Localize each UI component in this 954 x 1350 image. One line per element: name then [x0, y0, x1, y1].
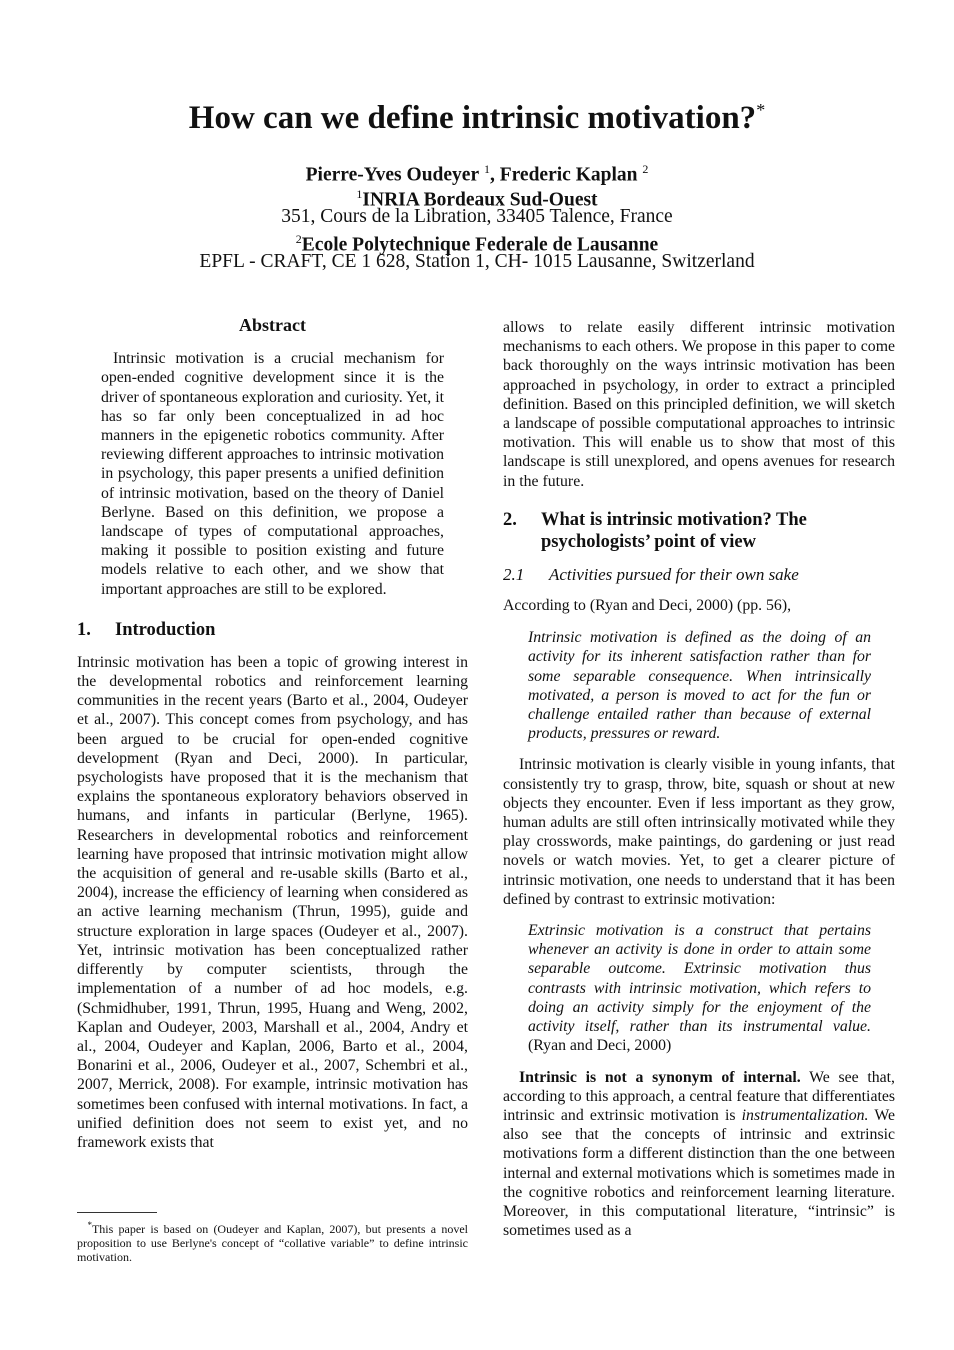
- footnote-mark: *: [87, 1220, 92, 1230]
- section-2-heading: [503, 509, 895, 553]
- section-1-title: Introduction: [115, 619, 216, 640]
- author-1: Pierre-Yves Oudeyer: [305, 164, 480, 186]
- author-sep: ,: [489, 164, 500, 186]
- author-1-sup: 1: [483, 162, 490, 176]
- footnote-rule: [77, 1212, 157, 1213]
- paragraph-emphasis: instrumentalization.: [741, 1106, 869, 1124]
- affil-1-name: INRIA Bordeaux Sud-Ouest: [362, 189, 598, 211]
- right-column: [503, 318, 895, 1240]
- abstract-heading: Abstract: [239, 315, 306, 335]
- section-2-title: What is intrinsic motivation? The psychologists’ point of view: [541, 509, 807, 552]
- left-column: [77, 316, 468, 1152]
- affiliation-2-address: EPFL - CRAFT, CE 1 628, Station 1, CH- 1015 Lausanne, Switzerland: [199, 251, 755, 272]
- author-2: Frederic Kaplan: [499, 164, 638, 186]
- intro-text: Intrinsic motivation has been a topic of growing interest in the developmental robotics and reinforcement learning communities in the recent years (Barto et al., 2004, Oudeyer et al., 2007). This concept comes from psychology, and has been argued to be crucial for open-ended cognitive development (Ryan and Deci, 2000). In particular, psychologists have proposed that it is the mechanism that explains the spontaneous exploratory behaviors observed in humans, and infants in particular (Berlyne, 1965). Researchers in developmental robotics and reinforcement learning have proposed that intrinsic motivation might allow the acquisition of general and re-usable skills (Barto et al., 2004), increase the efficiency of learning when considered as an active learning mechanism (Thrun, 1995), guide and structure exploration in large spaces (Oudeyer et al., 2007). Yet, intrinsic motivation has been conceptualized rather differently by computer scientists, through the implementation of a number of ad hoc models, e.g. (Schmidhuber, 1991, Thrun, 1995, Huang and Weng, 2002, Kaplan and Oudeyer, 2003, Marshall et al., 2004, Andry et al., 2004, Oudeyer and Kaplan, 2006, Barto et al., 2004, Bonarini et al., 2006, Oudeyer et al., 2007, Schembri et al., 2007, Merrick, 2008). For example, intrinsic motivation has sometimes been confused with internal motivations. In fact, a unified definition does not seem to exist yet, and no framework exists that: [77, 653, 468, 1151]
- affil-1-sup: 1: [356, 187, 363, 201]
- section-2-number: 2.: [503, 509, 517, 530]
- paragraph-text-a: We see that, according to this approach, a central feature that differentiates intrinsic and extrinsic motivation is: [503, 1068, 895, 1124]
- abstract-body: [101, 349, 444, 599]
- affil-2-name: Ecole Polytechnique Federale de Lausanne: [301, 234, 659, 256]
- title-footnote-mark: *: [756, 100, 766, 120]
- affil-2-sup: 2: [295, 232, 302, 246]
- abstract-text: Intrinsic motivation is a crucial mechanism for open-ended cognitive development since it is the driver of spontaneous exploration and curiosity. Yet, it has so far only been conceptualized in ad hoc manners in the epigenetic robotics community. After reviewing different approaches to intrinsic motivation in psychology, this paper presents a unified definition of intrinsic motivation, based on the theory of Daniel Berlyne. Based on this definition, we propose a landscape of types of computational approaches, making it possible to position existing and future models relative to each other, and we show that important approaches are still to be explored.: [101, 350, 444, 598]
- section-1-heading: [77, 619, 468, 641]
- subsection-2-1-title: Activities pursued for their own sake: [549, 564, 799, 584]
- intro-continuation: allows to relate easily different intrinsic motivation mechanisms to each others. We propose in this paper to come back thoroughly on the ways intrinsic motivation has been approached in psychology, in order to extract a principled definition. Based on this principled definition, we will sketch a landscape of possible computational approaches to intrinsic motivation. This will enable us to show that most of this landscape is still unexplored, and opens avenues for research in the future.: [503, 319, 895, 490]
- quote-extrinsic-text: Extrinsic motivation is a construct that pertains whenever an activity is done in order to attain some separable outcome. Extrinsic motivation thus contrasts with intrinsic motivation, which refers to doing an activity simply for the enjoyment of the activity itself, rather than its instrumental value.: [528, 922, 871, 1036]
- author-2-sup: 2: [642, 162, 649, 176]
- section-1-number: 1.: [77, 619, 91, 640]
- paper-title: [0, 100, 954, 137]
- subsection-2-1-number: 2.1: [503, 564, 525, 584]
- affiliation-1-address: 351, Cours de la Libration, 33405 Talence, France: [281, 206, 673, 227]
- paragraph-infants: Intrinsic motivation is clearly visible in young infants, that consistently try to grasp, throw, bite, squash or shout at new objects they encounter. Even if less important as they grow, human adults are still often intrinsically motivated while they play crosswords, make paintings, do gardening or just read novels or watch movies. Yet, to get a clearer picture of intrinsic motivation, one needs to understand that it has been defined by contrast to extrinsic motivation:: [503, 756, 895, 908]
- according-line: According to (Ryan and Deci, 2000) (pp. 56),: [503, 597, 792, 615]
- footnote: [77, 1218, 468, 1264]
- paragraph-head: Intrinsic is not a synonym of internal.: [519, 1068, 801, 1086]
- title-text: How can we define intrinsic motivation?: [188, 100, 757, 136]
- paragraph-text-b: We also see that the concepts of intrinsic and extrinsic motivations form a different distinction than the one between internal and external motivations which is sometimes made in the cognitive robotics and reinforcement learning literature. Moreover, in this computational literature, “intrinsic” is sometimes used as a: [503, 1106, 895, 1240]
- subsection-2-1-heading: [503, 565, 895, 584]
- quote-extrinsic-definition: [528, 921, 871, 1055]
- quote-extrinsic-citation: (Ryan and Deci, 2000): [528, 1037, 672, 1055]
- footnote-text: This paper is based on (Oudeyer and Kaplan, 2007), but presents a novel proposition to use Berlyne's concept of “collative variable” to define intrinsic motivation.: [77, 1222, 468, 1264]
- quote-intrinsic-definition: Intrinsic motivation is defined as the doing of an activity for its inherent satisfaction rather than for some separable consequence. When intrinsically motivated, a person is moved to act for the fun or challenge entailed rather than because of external products, pressures or reward.: [528, 629, 871, 743]
- paragraph-not-internal: [503, 1068, 895, 1241]
